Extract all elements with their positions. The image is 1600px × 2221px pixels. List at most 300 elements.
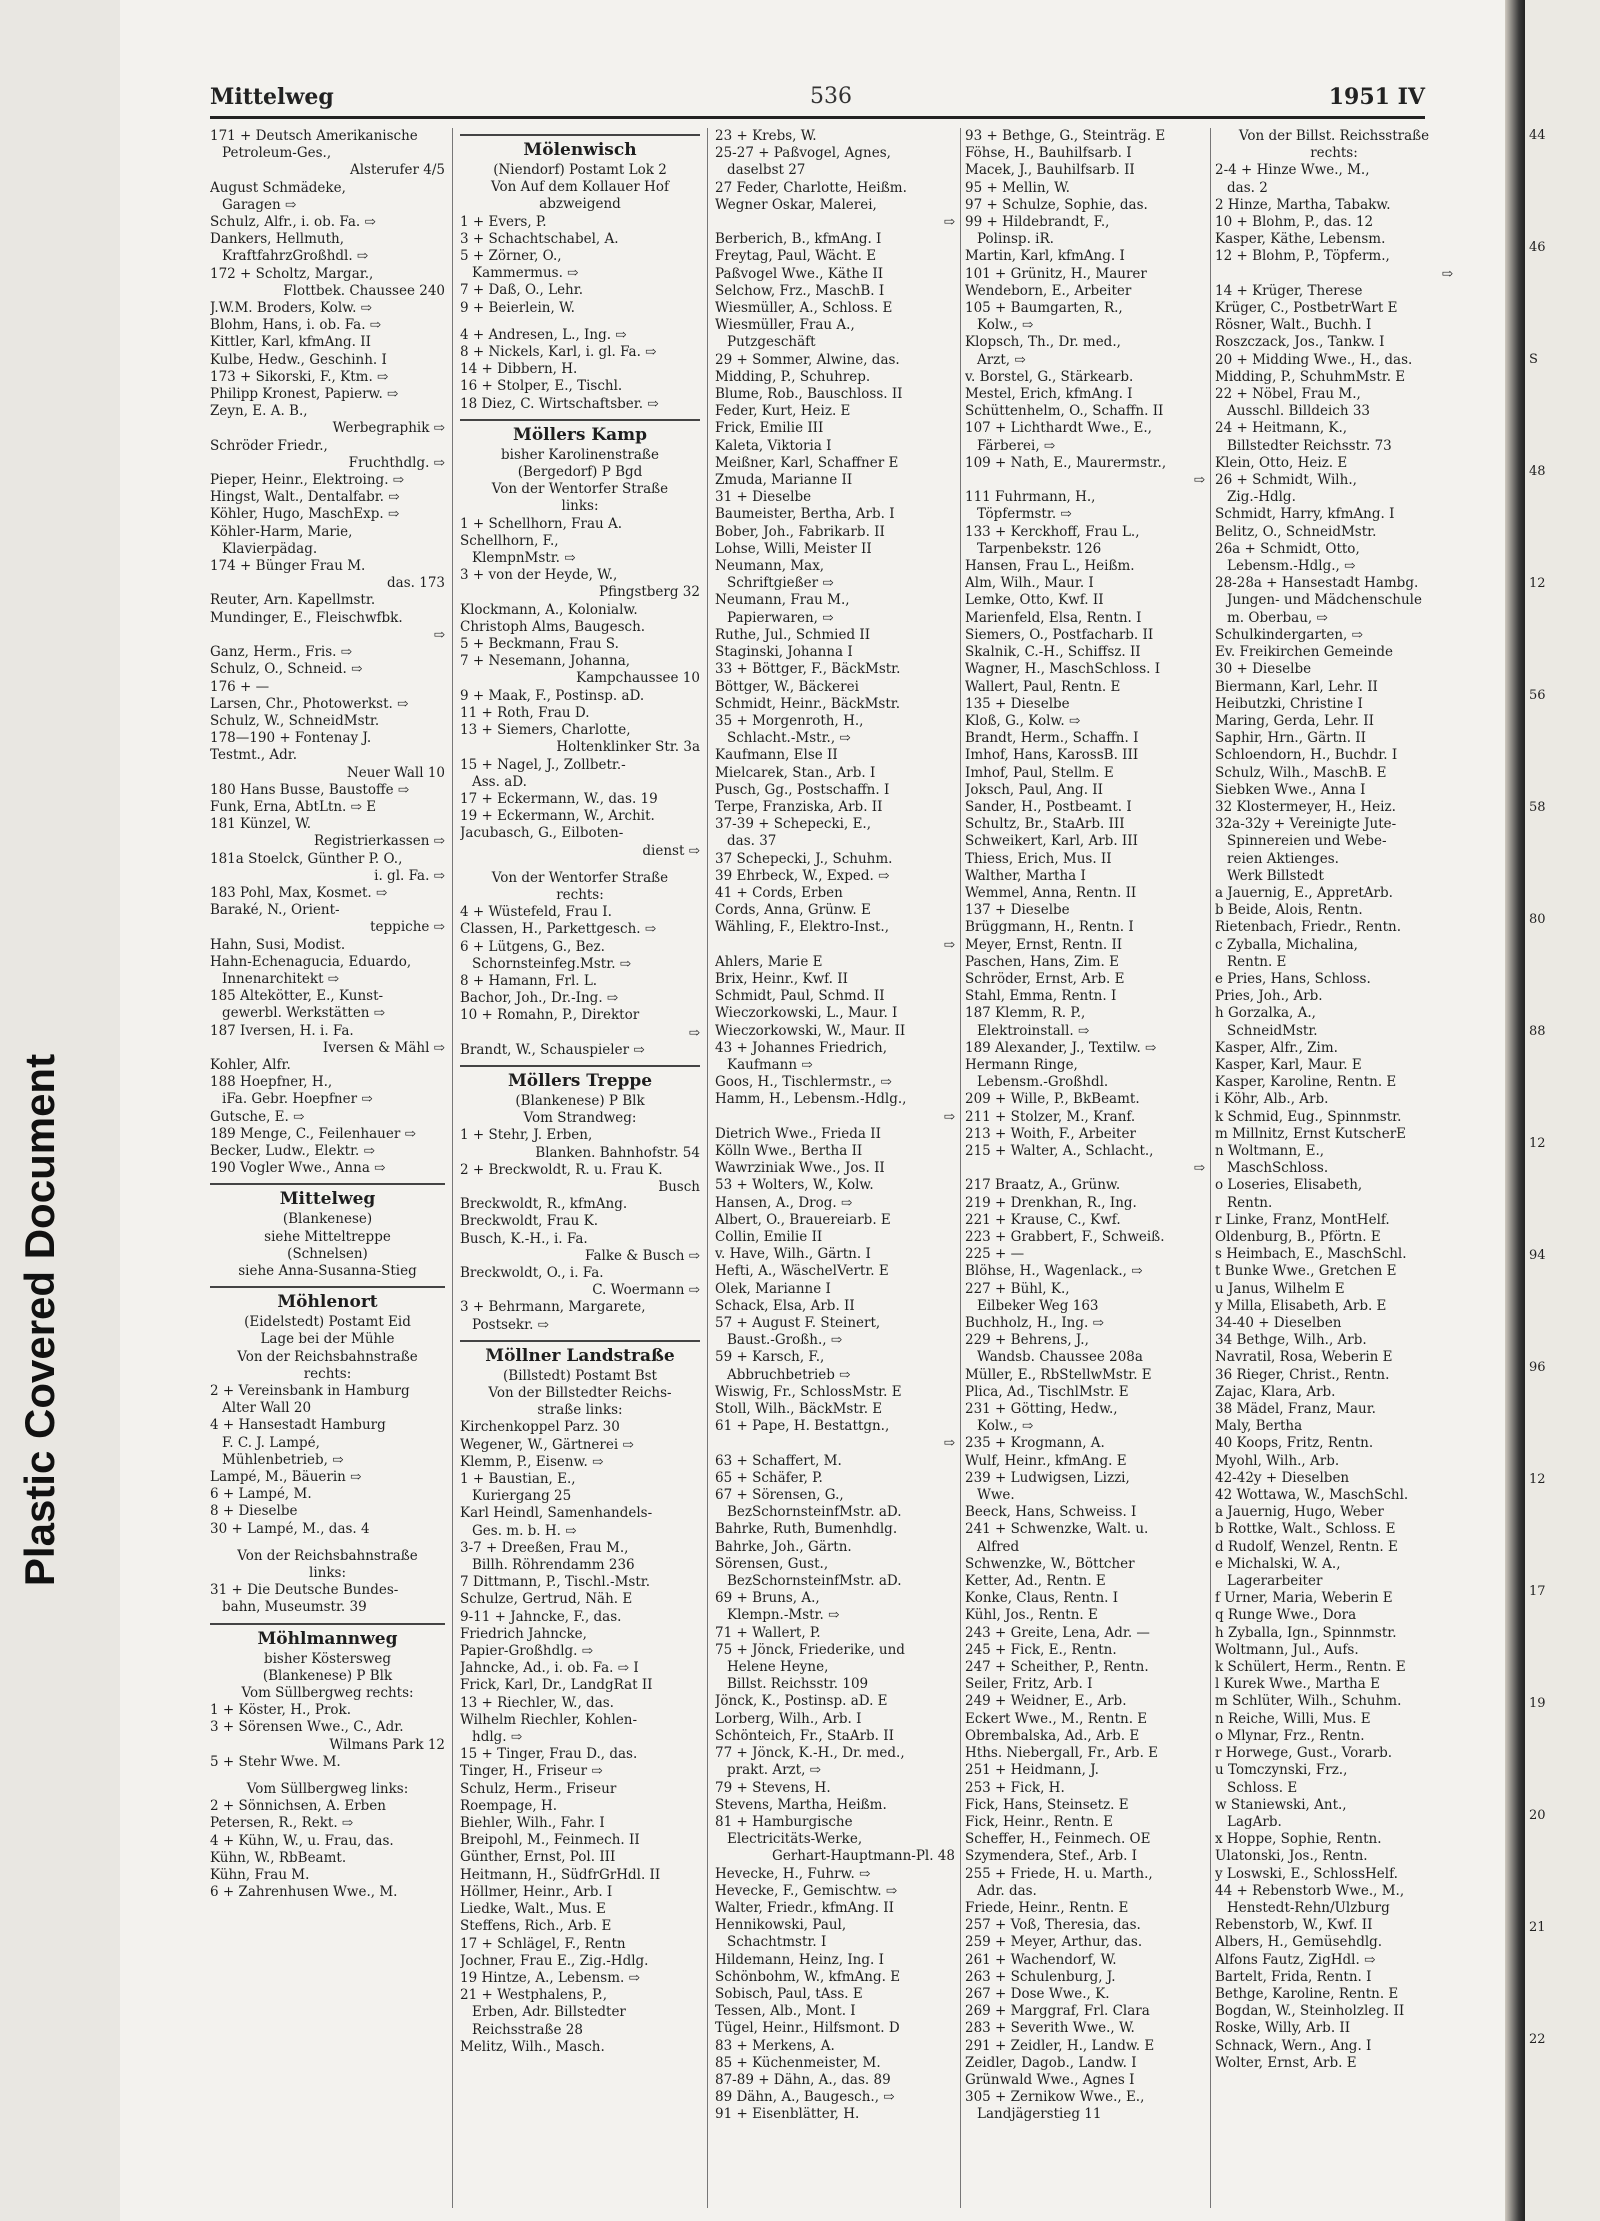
directory-column-5 [1215, 128, 1453, 2208]
directory-line: 2-4 + Hinze Wwe., M., [1215, 162, 1370, 179]
directory-line: Wiesmüller, Frau A., [715, 317, 855, 334]
directory-line: 185 Altekötter, E., Kunst- [210, 988, 384, 1005]
directory-line: 13 + Siemers, Charlotte, [460, 722, 631, 739]
adjacent-page-fragment: 56 [1529, 688, 1546, 703]
directory-line: Lemke, Otto, Kwf. II [965, 592, 1104, 609]
directory-line: Plica, Ad., TischlMstr. E [965, 1383, 1129, 1400]
directory-line: 263 + Schulenburg, J. [965, 1968, 1116, 1985]
directory-line: 105 + Baumgarten, R., [965, 300, 1123, 317]
spacer [210, 1771, 445, 1781]
directory-line: 11 + Roth, Frau D. [460, 704, 590, 721]
directory-line: 137 + Dieselbe [965, 902, 1070, 919]
directory-line: a Jauernig, E., AppretArb. [1215, 884, 1393, 901]
directory-line: Paschen, Hans, Zim. E [965, 953, 1119, 970]
directory-line: 183 Pohl, Max, Kosmet. ⇨ [210, 884, 388, 901]
directory-line: Lampé, M., Bäuerin ⇨ [210, 1469, 362, 1486]
directory-line: 9 + Beierlein, W. [460, 299, 575, 316]
directory-column-2 [460, 128, 700, 2208]
directory-line: links: [309, 1565, 346, 1582]
directory-line: Pieper, Heinr., Elektroing. ⇨ [210, 472, 405, 489]
directory-line: q Runge Wwe., Dora [1215, 1607, 1357, 1624]
directory-line: Billstedter Reichsstr. 73 [1227, 437, 1392, 454]
directory-line: Billst. Reichsstr. 109 [727, 1676, 869, 1693]
directory-line: Maring, Gerda, Lehr. II [1215, 712, 1374, 729]
directory-line: hdlg. ⇨ [472, 1729, 523, 1746]
directory-column-1 [210, 128, 445, 2208]
directory-line: Reuter, Arn. Kapellmstr. [210, 592, 376, 609]
directory-line: Petroleum-Ges., [222, 145, 332, 162]
directory-line: 77 + Jönck, K.-H., Dr. med., [715, 1745, 905, 1762]
directory-line: 249 + Weidner, E., Arb. [965, 1693, 1127, 1710]
directory-line: Belitz, O., SchneidMstr. [1215, 523, 1377, 540]
directory-line: Ketter, Ad., Rentn. E [965, 1573, 1106, 1590]
directory-line: abzweigend [539, 196, 621, 213]
directory-line: Wandsb. Chaussee 208a [977, 1349, 1143, 1366]
directory-line: e Michalski, W. A., [1215, 1555, 1341, 1572]
directory-line: 63 + Schaffert, M. [715, 1452, 842, 1469]
directory-line: m. Oberbau, ⇨ [1227, 609, 1328, 626]
directory-line: Schulz, W., SchneidMstr. [210, 712, 380, 729]
directory-line: Dietrich Wwe., Frieda II [715, 1125, 881, 1142]
directory-line: 4 + Wüstefeld, Frau I. [460, 904, 612, 921]
directory-line: 40 Koops, Fritz, Rentn. [1215, 1435, 1374, 1452]
directory-line: 181a Stoelck, Günther P. O., [210, 850, 403, 867]
directory-line: Saphir, Hrn., Gärtn. II [1215, 730, 1366, 747]
directory-line: Larsen, Chr., Photowerkst. ⇨ [210, 695, 409, 712]
directory-line: 22 + Nöbel, Frau M., [1215, 386, 1361, 403]
directory-line: iFa. Gebr. Hoepfner ⇨ [222, 1091, 373, 1108]
directory-line: Seiler, Fritz, Arb. I [965, 1676, 1093, 1693]
directory-line: 41 + Cords, Erben [715, 884, 843, 901]
directory-line: i. gl. Fa. ⇨ [374, 867, 445, 884]
directory-line: Schröder, Ernst, Arb. E [965, 970, 1125, 987]
directory-line: Schloendorn, H., Buchdr. I [1215, 747, 1398, 764]
directory-line: Wähling, F., Elektro-Inst., [715, 919, 890, 936]
directory-line: Hefti, A., WäschelVertr. E [715, 1263, 889, 1280]
directory-line: 15 + Tinger, Frau D., das. [460, 1746, 638, 1763]
directory-line: k Schmid, Eug., Spinnmstr. [1215, 1108, 1402, 1125]
directory-line: siehe Mitteltreppe [264, 1228, 391, 1245]
directory-line: 269 + Marggraf, Frl. Clara [965, 2003, 1150, 2020]
directory-line: 133 + Kerckhoff, Frau L., [965, 523, 1140, 540]
directory-line: 53 + Wolters, W., Kolw. [715, 1177, 874, 1194]
directory-line: Bahrke, Joh., Gärtn. [715, 1538, 852, 1555]
directory-line: Albert, O., Brauereiarb. E [715, 1211, 891, 1228]
directory-line: f Urner, Maria, Weberin E [1215, 1590, 1393, 1607]
directory-line: Siemers, O., Postfacharb. II [965, 626, 1154, 643]
directory-line: Meißner, Karl, Schaffner E [715, 454, 899, 471]
directory-line: Friede, Heinr., Rentn. E [965, 1899, 1129, 1916]
directory-line: Wwe. [977, 1487, 1015, 1504]
directory-line: 189 Menge, C., Feilenhauer ⇨ [210, 1125, 416, 1142]
directory-line: 28-28a + Hansestadt Hambg. [1215, 575, 1419, 592]
directory-line: Schornsteinfeg.Mstr. ⇨ [472, 955, 632, 972]
directory-line: Beeck, Hans, Schweiss. I [965, 1504, 1137, 1521]
directory-line: Kirchenkoppel Parz. 30 [460, 1419, 620, 1436]
directory-line: Pries, Joh., Arb. [1215, 988, 1323, 1005]
directory-line: d Rudolf, Wenzel, Rentn. E [1215, 1538, 1398, 1555]
directory-line: Elektroinstall. ⇨ [977, 1022, 1090, 1039]
directory-line: Ev. Freikirchen Gemeinde [1215, 644, 1393, 661]
directory-line: Kaufmann, Else II [715, 747, 838, 764]
directory-line: Kolw., ⇨ [977, 1418, 1034, 1435]
directory-line: Kaufmann ⇨ [727, 1056, 813, 1073]
directory-line: 225 + — [965, 1246, 1025, 1263]
directory-line: 20 + Midding Wwe., H., das. [1215, 351, 1413, 368]
directory-line: k Schülert, Herm., Rentn. E [1215, 1659, 1406, 1676]
directory-line: Brüggmann, H., Rentn. I [965, 919, 1134, 936]
directory-line: 209 + Wille, P., BkBeamt. [965, 1091, 1140, 1108]
directory-line: Holtenklinker Str. 3a [556, 739, 700, 756]
directory-line: prakt. Arzt, ⇨ [727, 1762, 821, 1779]
directory-line: 101 + Grünitz, H., Maurer [965, 265, 1147, 282]
directory-line: 5 + Zörner, O., [460, 248, 562, 265]
directory-line: Grünwald Wwe., Agnes I [965, 2071, 1135, 2088]
directory-line: Stoll, Wilh., BäckMstr. E [715, 1401, 883, 1418]
directory-line: 33 + Böttger, F., BäckMstr. [715, 661, 901, 678]
directory-line: 17 + Eckermann, W., das. 19 [460, 790, 658, 807]
directory-line: Vom Strandweg: [523, 1110, 637, 1127]
directory-line: 213 + Woith, F., Arbeiter [965, 1125, 1136, 1142]
directory-line: Töpfermstr. ⇨ [977, 506, 1072, 523]
directory-line: 34 Bethge, Wilh., Arb. [1215, 1332, 1367, 1349]
directory-line: Tügel, Heinr., Hilfsmont. D [715, 2020, 900, 2037]
directory-line: (Eidelstedt) Postamt Eid [244, 1314, 411, 1331]
directory-line: 2 + Vereinsbank in Hamburg [210, 1383, 410, 1400]
directory-line: BezSchornsteinfMstr. aD. [727, 1573, 902, 1590]
directory-line: Ausschl. Billdeich 33 [1227, 403, 1371, 420]
directory-line: h Zyballa, Ign., Spinnmstr. [1215, 1624, 1397, 1641]
directory-line: 5 + Beckmann, Frau S. [460, 636, 619, 653]
directory-column-3 [715, 128, 955, 2208]
directory-line: Billh. Röhrendamm 236 [472, 1557, 635, 1574]
directory-line: Frick, Emilie III [715, 420, 824, 437]
adjacent-page-fragment: 22 [1529, 2032, 1546, 2047]
spacer [460, 317, 700, 327]
directory-line: Henstedt-Rehn/Ulzburg [1227, 1899, 1390, 1916]
directory-line: 12 + Blohm, P., Töpferm., [1215, 248, 1390, 265]
directory-line: Ruthe, Jul., Schmied II [715, 626, 871, 643]
directory-line: 187 Klemm, R. P., [965, 1005, 1086, 1022]
directory-line: Lage bei der Mühle [260, 1331, 395, 1348]
directory-line: Pfingstberg 32 [599, 584, 700, 601]
street-heading: Möllers Treppe [460, 1065, 700, 1093]
directory-line: Müller, E., RbStellwMstr. E [965, 1366, 1152, 1383]
directory-line: 6 + Lütgens, G., Bez. [460, 938, 605, 955]
directory-line: Bethge, Karoline, Rentn. E [1215, 1985, 1399, 2002]
spacer [460, 860, 700, 870]
plastic-cover-tape [0, 1000, 80, 1640]
directory-line: Tarpenbekstr. 126 [977, 540, 1102, 557]
directory-line: 7 Dittmann, P., Tischl.-Mstr. [460, 1574, 651, 1591]
directory-line: Kühn, Frau M. [210, 1867, 310, 1884]
directory-line: reien Aktienges. [1227, 850, 1339, 867]
directory-line: v. Borstel, G., Stärkearb. [965, 368, 1134, 385]
directory-line: 1 + Evers, P. [460, 213, 547, 230]
directory-line: Tessen, Alb., Mont. I [715, 2003, 856, 2020]
directory-line: Frick, Karl, Dr., LandgRat II [460, 1677, 653, 1694]
directory-line: Schüttenhelm, O., Schaffn. II [965, 403, 1164, 420]
directory-line: 17 + Schlägel, F., Rentn [460, 1935, 626, 1952]
directory-line: Baraké, N., Orient- [210, 902, 340, 919]
directory-line: 8 + Hamann, Frl. L. [460, 972, 598, 989]
directory-line: 34-40 + Dieselben [1215, 1315, 1342, 1332]
directory-line: Bartelt, Frida, Rentn. I [1215, 1968, 1372, 1985]
directory-line: 257 + Voß, Theresia, das. [965, 1917, 1141, 1934]
directory-line: teppiche ⇨ [370, 919, 445, 936]
directory-line: Lagerarbeiter [1227, 1573, 1323, 1590]
directory-line: Macek, J., Bauhilfsarb. II [965, 162, 1135, 179]
directory-line: Kloß, G., Kolw. ⇨ [965, 712, 1081, 729]
directory-line: 7 + Daß, O., Lehr. [460, 282, 584, 299]
directory-line: Schnack, Wern., Ang. I [1215, 2037, 1372, 2054]
directory-line: Bachor, Joh., Dr.-Ing. ⇨ [460, 990, 619, 1007]
directory-line: Mühlenbetrieb, ⇨ [222, 1451, 344, 1468]
directory-line: Klopsch, Th., Dr. med., [965, 334, 1121, 351]
directory-line: Innenarchitekt ⇨ [222, 970, 340, 987]
directory-line: Brix, Heinr., Kwf. II [715, 970, 848, 987]
directory-line: Sörensen, Gust., [715, 1555, 829, 1572]
directory-line: Kammermus. ⇨ [472, 265, 579, 282]
directory-line: Klemm, P., Eisenw. ⇨ [460, 1453, 604, 1470]
directory-line: J.W.M. Broders, Kolw. ⇨ [210, 300, 372, 317]
directory-line: m Millnitz, Ernst KutscherE [1215, 1125, 1407, 1142]
directory-line: 21 + Westphalens, P., [460, 1987, 608, 2004]
directory-line: Helene Heyne, [727, 1659, 829, 1676]
directory-line: Hermann Ringe, [965, 1056, 1078, 1073]
directory-line: Fruchthdlg. ⇨ [348, 454, 445, 471]
directory-line: BezSchornsteinfMstr. aD. [727, 1504, 902, 1521]
street-heading: Mölenwisch [460, 134, 700, 162]
directory-line: Neumann, Max, [715, 558, 825, 575]
directory-line: Biermann, Karl, Lehr. II [1215, 678, 1378, 695]
directory-line: Electricitäts-Werke, [727, 1831, 863, 1848]
directory-line: Jönck, K., Postinsp. aD. E [715, 1693, 888, 1710]
directory-line: Roempage, H. [460, 1797, 558, 1814]
directory-line: Maly, Bertha [1215, 1418, 1303, 1435]
directory-line: Heibutzki, Christine I [1215, 695, 1363, 712]
directory-line: h Gorzalka, A., [1215, 1005, 1316, 1022]
directory-line: Lebensm.-Großhdl. [977, 1074, 1109, 1091]
directory-line: Hildemann, Heinz, Ing. I [715, 1951, 884, 1968]
directory-line: 3 + Sörensen Wwe., C., Adr. [210, 1719, 404, 1736]
directory-line: Sobisch, Paul, tAss. E [715, 1985, 863, 2002]
directory-line: Klempn.-Mstr. ⇨ [727, 1607, 840, 1624]
directory-line: Schlacht.-Mstr., ⇨ [727, 730, 851, 747]
directory-line: Hevecke, H., Fuhrw. ⇨ [715, 1865, 871, 1882]
directory-line: b Rottke, Walt., Schloss. E [1215, 1521, 1396, 1538]
directory-line: Siebken Wwe., Anna I [1215, 781, 1366, 798]
directory-line: Von der Wentorfer Straße [491, 869, 669, 886]
directory-line: Bober, Joh., Fabrikarb. II [715, 523, 885, 540]
directory-line: Staginski, Johanna I [715, 644, 853, 661]
directory-line: Wegner Oskar, Malerei, [715, 196, 877, 213]
directory-line: Böttger, W., Bäckerei [715, 678, 859, 695]
directory-line: Alsterufer 4/5 [349, 162, 445, 179]
directory-line: Kasper, Alfr., Zim. [1215, 1039, 1338, 1056]
directory-line: Schulze, Gertrud, Näh. E [460, 1591, 633, 1608]
directory-line: Eckert Wwe., M., Rentn. E [965, 1710, 1148, 1727]
directory-line: 189 Alexander, J., Textilw. ⇨ [965, 1039, 1157, 1056]
directory-line: 7 + Nesemann, Johanna, [460, 653, 631, 670]
directory-line: 15 + Nagel, J., Zollbetr.- [460, 756, 626, 773]
directory-line: Martin, Karl, kfmAng. I [965, 248, 1125, 265]
directory-line: 178—190 + Fontenay J. [210, 730, 372, 747]
directory-line: Von der Reichsbahnstraße [237, 1547, 418, 1564]
directory-line: 8 + Dieselbe [210, 1503, 298, 1520]
directory-line: 229 + Behrens, J., [965, 1332, 1089, 1349]
directory-line: Eilbeker Weg 163 [977, 1297, 1099, 1314]
directory-line: Szymendera, Stef., Arb. I [965, 1848, 1137, 1865]
directory-line: m Schlüter, Wilh., Schuhm. [1215, 1693, 1402, 1710]
directory-line: Heitmann, H., SüdfrGrHdl. II [460, 1866, 661, 1883]
directory-line: Obrembalska, Ad., Arb. E [965, 1727, 1140, 1744]
directory-line: 5 + Stehr Wwe. M. [210, 1753, 341, 1770]
directory-line: Landjägerstieg 11 [977, 2106, 1102, 2123]
directory-line: LagArb. [1227, 1813, 1282, 1830]
column-rule [1210, 128, 1211, 2208]
directory-line: 111 Fuhrmann, H., [965, 489, 1096, 506]
directory-line: 190 Vogler Wwe., Anna ⇨ [210, 1160, 386, 1177]
page-number: 536 [810, 84, 852, 109]
directory-line: 25-27 + Paßvogel, Agnes, [715, 145, 891, 162]
directory-line: Busch, K.-H., i. Fa. [460, 1230, 588, 1247]
directory-line: Werk Billstedt [1227, 867, 1324, 884]
directory-line: 10 + Romahn, P., Direktor [460, 1007, 640, 1024]
directory-line: Hths. Niebergall, Fr., Arb. E [965, 1745, 1159, 1762]
directory-line: Schmidt, Paul, Schmd. II [715, 988, 885, 1005]
directory-line: Wolter, Ernst, Arb. E [1215, 2054, 1357, 2071]
directory-line: Midding, P., Schuhrep. [715, 368, 871, 385]
directory-line: 4 + Andresen, L., Ing. ⇨ [460, 326, 627, 343]
directory-line: Erben, Adr. Billstedter [472, 2004, 626, 2021]
directory-line: Jochner, Frau E., Zig.-Hdlg. [460, 1952, 649, 1969]
directory-line: Midding, P., SchuhmMstr. E [1215, 368, 1406, 385]
directory-line: y Loswski, E., SchlossHelf. [1215, 1865, 1398, 1882]
adjacent-page-fragment: 20 [1529, 1808, 1546, 1823]
directory-line: 231 + Götting, Hedw., [965, 1401, 1118, 1418]
directory-line: 291 + Zeidler, H., Landw. E [965, 2037, 1155, 2054]
directory-line: das. 37 [727, 833, 777, 850]
directory-line: u Janus, Wilhelm E [1215, 1280, 1345, 1297]
running-head-street: Mittelweg [210, 84, 334, 110]
directory-line: 253 + Fick, H. [965, 1779, 1065, 1796]
directory-line: 19 + Eckermann, W., Archit. [460, 808, 655, 825]
directory-line: Brandt, Herm., Schaffn. I [965, 730, 1139, 747]
directory-line: 251 + Heidmann, J. [965, 1762, 1099, 1779]
directory-line: Kulbe, Hedw., Geschinh. I [210, 351, 387, 368]
directory-line: Schweikert, Karl, Arb. III [965, 833, 1138, 850]
directory-line: Rentn. [1227, 1194, 1273, 1211]
directory-line: Von der Reichsbahnstraße [237, 1348, 418, 1365]
directory-line: Biehler, Wilh., Fahr. I [460, 1815, 605, 1832]
directory-line: Schulkindergarten, ⇨ [1215, 626, 1363, 643]
directory-line: Abbruchbetrieb ⇨ [727, 1366, 851, 1383]
directory-line: Schloss. E [1227, 1779, 1298, 1796]
directory-line: o Mlynar, Frz., Rentn. [1215, 1727, 1365, 1744]
directory-line: 93 + Bethge, G., Steinträg. E [965, 128, 1166, 144]
directory-line: Baumeister, Bertha, Arb. I [715, 506, 895, 523]
adjacent-page-fragment: 17 [1529, 1584, 1546, 1599]
directory-line: Buchholz, H., Ing. ⇨ [965, 1315, 1104, 1332]
directory-line: Krüger, C., PostbetrWart E [1215, 300, 1398, 317]
directory-line: 79 + Stevens, H. [715, 1779, 831, 1796]
directory-line: Klavierpädag. [222, 540, 318, 557]
directory-line: 10 + Blohm, P., das. 12 [1215, 214, 1374, 231]
street-heading: Möllers Kamp [460, 419, 700, 447]
directory-line: Scheffer, H., Feinmech. OE [965, 1831, 1151, 1848]
directory-line: 3 + Schachtschabel, A. [460, 230, 619, 247]
directory-line: 14 + Dibbern, H. [460, 361, 578, 378]
directory-line: Thiess, Erich, Mus. II [965, 850, 1112, 867]
directory-line: Paßvogel Wwe., Käthe II [715, 265, 884, 282]
directory-line: Ahlers, Marie E [715, 953, 823, 970]
directory-line: Schönbohm, W., kfmAng. E [715, 1968, 901, 1985]
directory-line: ⇨ [1193, 1160, 1205, 1177]
directory-line: Günther, Ernst, Pol. III [460, 1849, 616, 1866]
directory-line: 2 Hinze, Martha, Tabakw. [1215, 196, 1391, 213]
directory-line: Schröder Friedr., [210, 437, 328, 454]
column-rule [960, 128, 961, 2208]
directory-line: straße links: [537, 1402, 623, 1419]
directory-line: Brandt, W., Schauspieler ⇨ [460, 1041, 645, 1058]
directory-line: a Jauernig, Hugo, Weber [1215, 1504, 1384, 1521]
directory-line: 3-7 + Dreeßen, Frau M., [460, 1539, 629, 1556]
directory-line: 97 + Schulze, Sophie, das. [965, 196, 1148, 213]
directory-line: C. Woermann ⇨ [592, 1282, 700, 1299]
directory-line: Philipp Kronest, Papierw. ⇨ [210, 386, 399, 403]
directory-line: Wendeborn, E., Arbeiter [965, 282, 1132, 299]
directory-line: Wawrziniak Wwe., Jos. II [715, 1160, 885, 1177]
directory-line: 71 + Wallert, P. [715, 1624, 821, 1641]
directory-line: Wiswig, Fr., SchlossMstr. E [715, 1383, 902, 1400]
directory-line: 83 + Merkens, A. [715, 2037, 835, 2054]
directory-line: Meyer, Ernst, Rentn. II [965, 936, 1123, 953]
directory-line: 9 + Maak, F., Postinsp. aD. [460, 687, 645, 704]
directory-line: 180 Hans Busse, Baustoffe ⇨ [210, 781, 410, 798]
directory-line: Adr. das. [977, 1882, 1037, 1899]
directory-line: Kühl, Jos., Rentn. E [965, 1607, 1098, 1624]
directory-line: Sander, H., Postbeamt. I [965, 798, 1132, 815]
directory-line: Schellhorn, F., [460, 532, 559, 549]
adjacent-page-fragment: 19 [1529, 1696, 1546, 1711]
directory-line: Kühn, W., RbBeamt. [210, 1849, 347, 1866]
directory-line: Von der Billst. Reichsstraße [1238, 128, 1430, 144]
directory-line: Hingst, Walt., Dentalfabr. ⇨ [210, 489, 400, 506]
directory-line: Liedke, Walt., Mus. E [460, 1901, 606, 1918]
directory-line: Vom Süllbergweg rechts: [241, 1685, 414, 1702]
directory-line: 16 + Stolper, E., Tischl. [460, 378, 623, 395]
directory-line: Hahn-Echenagucia, Eduardo, [210, 953, 412, 970]
directory-line: 171 + Deutsch Amerikanische [210, 128, 418, 144]
directory-line: Iversen & Mähl ⇨ [322, 1039, 445, 1056]
directory-line: Von Auf dem Kollauer Hof [491, 179, 669, 196]
adjacent-page-fragment: 46 [1529, 240, 1546, 255]
directory-line: Falke & Busch ⇨ [585, 1247, 700, 1264]
directory-line: KraftfahrzGroßhdl. ⇨ [222, 248, 369, 265]
adjacent-page-fragment: 88 [1529, 1024, 1546, 1039]
directory-line: 9-11 + Jahncke, F., das. [460, 1608, 622, 1625]
directory-line: Bogdan, W., Steinholzleg. II [1215, 2003, 1405, 2020]
directory-line: Petersen, R., Rekt. ⇨ [210, 1815, 354, 1832]
adjacent-page-fragment: 80 [1529, 912, 1546, 927]
directory-line: 245 + Fick, E., Rentn. [965, 1641, 1117, 1658]
directory-line: Albers, H., Gemüsehdlg. [1215, 1934, 1383, 1951]
directory-line: Schmidt, Heinr., BäckMstr. [715, 695, 901, 712]
directory-line: Alm, Wilh., Maur. I [965, 575, 1094, 592]
directory-line: Garagen ⇨ [222, 196, 297, 213]
directory-line: Polinsp. iR. [977, 231, 1054, 248]
